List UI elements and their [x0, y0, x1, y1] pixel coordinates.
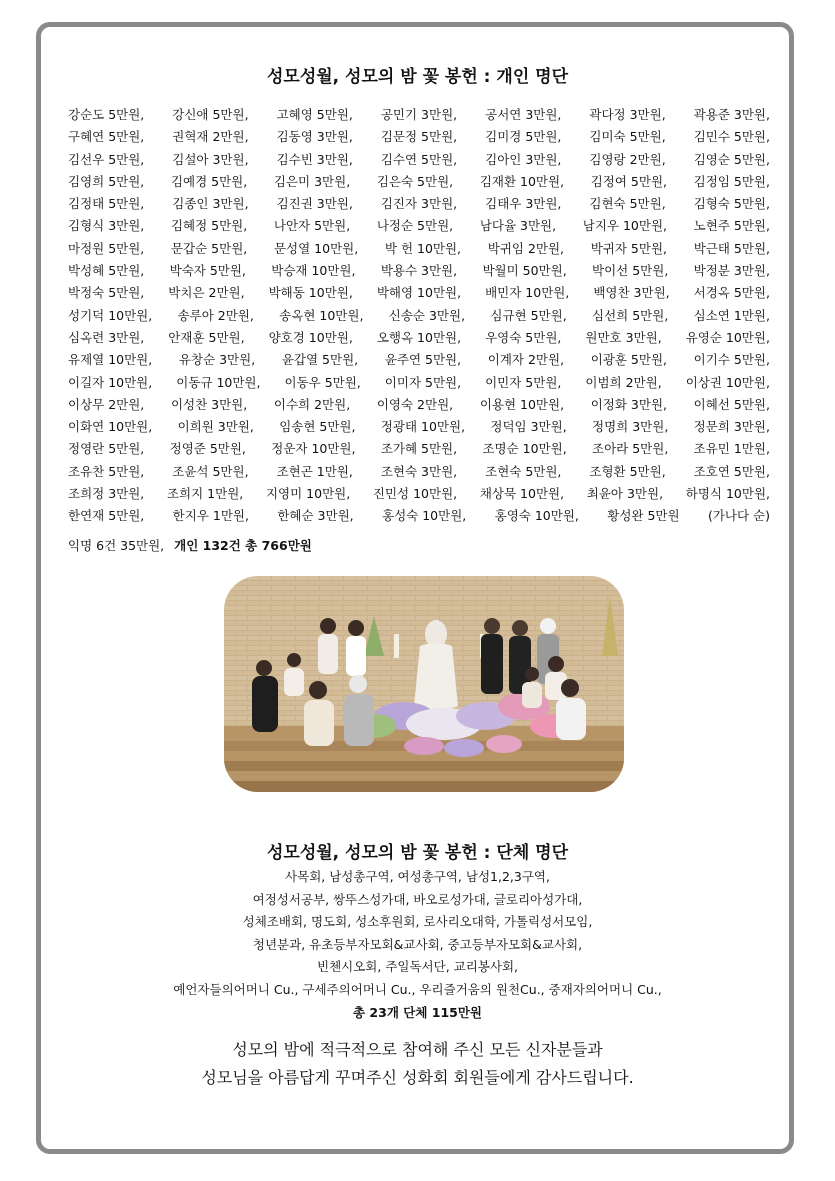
donor-entry: 조희정 3만원, [68, 486, 145, 502]
donor-row [68, 505, 770, 527]
donor-entry: 나안자 5만원, [273, 218, 351, 234]
donor-entry: 문갑순 5만원, [170, 240, 248, 256]
donor-entry: 이동규 10만원, [176, 374, 261, 390]
donor-entry: 이상무 2만원, [68, 396, 145, 412]
donor-entry: 윤주연 5만원, [384, 352, 462, 368]
donor-entry: 서경옥 5만원, [693, 285, 770, 301]
donor-entry: 김수연 5만원, [380, 151, 458, 167]
donor-entry: 김영순 5만원, [693, 151, 770, 167]
donor-entry: 송루아 2만원, [177, 307, 254, 323]
donor-entry: 남다율 3만원, [479, 218, 557, 234]
donor-entry: 정명희 3만원, [592, 419, 669, 435]
donor-entry: 이영숙 2만원, [376, 396, 454, 412]
donor-entry: 남지우 10만원, [582, 218, 667, 234]
donor-entry: 김문정 5만원, [380, 129, 458, 145]
donor-entry: 박해동 10만원, [268, 285, 353, 301]
donor-entry: 하명식 10만원, [685, 486, 770, 502]
donor-row [68, 126, 770, 148]
donor-entry: 박귀자 5만원, [590, 240, 668, 256]
donor-entry: 한지우 1만원, [172, 508, 249, 524]
donor-entry: 김형식 3만원, [68, 218, 145, 234]
donor-entry: 김아인 3만원, [485, 151, 562, 167]
donor-entry: 조현숙 5만원, [485, 463, 562, 479]
donor-entry: 이미자 5만원, [384, 374, 462, 390]
donor-entry: 조가혜 5만원, [380, 441, 458, 457]
donor-entry: 송옥현 10만원, [279, 307, 364, 323]
group-line: 사목회, 남성총구역, 여성총구역, 남성1,2,3구역, [285, 869, 550, 884]
donor-entry: 고혜영 5만원, [276, 107, 353, 122]
thanks-line: 성모의 밤에 적극적으로 참여해 주신 모든 신자분들과 [232, 1040, 603, 1059]
donor-entry: 강순도 5만원, [68, 107, 145, 122]
donor-entry: 박월미 50만원, [482, 263, 567, 279]
donor-entry: 정운자 10만원, [271, 441, 356, 457]
donor-entry: 나정순 5만원, [376, 218, 454, 234]
donor-entry: 조유찬 5만원, [68, 463, 145, 479]
donor-entry: 정덕임 3만원, [490, 419, 567, 435]
donor-row [68, 149, 770, 171]
donor-entry: 이동우 5만원, [284, 374, 361, 390]
donor-entry: 최윤아 3만원, [586, 486, 664, 502]
group-list-title: 성모성월, 성모의 밤 꽃 봉헌 : 단체 명단 [266, 843, 568, 863]
donor-entry: 조유민 1만원, [693, 441, 770, 457]
donor-entry: 김수빈 3만원, [276, 151, 353, 167]
donor-entry: 김재환 10만원, [479, 173, 565, 189]
donor-entry: 박 헌 10만원, [384, 240, 462, 256]
donor-entry: 박숙자 5만원, [169, 263, 246, 279]
donor-entry: 유제열 10만원, [68, 352, 153, 368]
donor-entry: 박근태 5만원, [693, 240, 770, 256]
donor-entry: 마정원 5만원, [68, 240, 145, 256]
donor-row [68, 171, 770, 193]
donor-entry: 정영준 5만원, [169, 441, 246, 457]
donor-entry: 김진권 3만원, [276, 196, 353, 212]
group-total: 총 23개 단체 115만원 [353, 1004, 482, 1020]
donor-entry: 심규현 5만원, [490, 307, 567, 323]
donor-entry: 박귀임 2만원, [487, 240, 565, 256]
donor-row [68, 282, 770, 304]
group-line: 여정성서공부, 쌍뚜스성가대, 바오로성가대, 글로리아성가대, [252, 891, 583, 907]
donor-entry: 노현주 5만원, [693, 218, 770, 234]
donor-entry: 조명순 10만원, [482, 441, 567, 457]
donor-entry: 김은미 3만원, [273, 173, 351, 189]
donor-entry: 임송현 5만원, [279, 419, 356, 435]
donor-entry: 김영희 5만원, [68, 173, 145, 189]
donor-entry: 정광태 10만원, [380, 419, 466, 435]
donor-entry: 권혁재 2만원, [172, 129, 249, 145]
donor-entry: 이범희 2만원, [585, 374, 662, 390]
donor-entry: 김현숙 5만원, [589, 196, 666, 212]
thanks-line: 성모님을 아름답게 꾸며주신 성화회 회원들에게 감사드립니다. [201, 1068, 634, 1087]
group-line: 성체조배회, 명도회, 성소후원회, 로사리오대학, 가톨릭성서모임, [242, 914, 593, 930]
donor-entry: 박용수 3만원, [380, 263, 458, 279]
donor-entry: 진민성 10만원, [372, 486, 458, 502]
donor-entry: 백영찬 3만원, [593, 285, 670, 301]
donor-entry: 구혜연 5만원, [68, 129, 145, 145]
donor-entry: 이수희 2만원, [273, 396, 351, 412]
individual-donor-list [68, 104, 770, 528]
donor-entry: 조아라 5만원, [592, 441, 669, 457]
donor-entry: 정영란 5만원, [68, 441, 145, 457]
donor-entry: 정문희 3만원, [693, 419, 770, 435]
donor-row [68, 394, 770, 416]
donor-entry: 우영숙 5만원, [485, 329, 562, 345]
donor-entry: 지영미 10만원, [265, 486, 351, 502]
donor-entry: 박정분 3만원, [693, 263, 770, 279]
donor-entry: 이민자 5만원, [485, 374, 562, 390]
group-line: 빈첸시오회, 주일독서단, 교리봉사회, [317, 959, 518, 975]
donor-entry: 한연재 5만원, [68, 508, 145, 524]
donor-entry: 공서연 3만원, [485, 107, 562, 122]
donor-entry: 이상권 10만원, [685, 374, 770, 390]
donor-entry: 홍영숙 10만원, [494, 508, 579, 524]
donor-entry: 이광훈 5만원, [590, 352, 667, 368]
donor-entry: 김영랑 2만원, [589, 151, 666, 167]
donor-entry: 채상묵 10만원, [479, 486, 565, 502]
donor-entry: 김민수 5만원, [693, 129, 770, 145]
donor-entry: 박해영 10만원, [376, 285, 462, 301]
donor-entry: 유창순 3만원, [178, 352, 256, 368]
donor-entry: 황성완 5만원 [607, 508, 680, 524]
group-line: 예언자들의어머니 Cu., 구세주의어머니 Cu., 우리즐거움의 원천Cu., 중재자의어머니 Cu., [173, 981, 662, 997]
donor-entry: 김미숙 5만원, [589, 129, 666, 145]
group-donor-list [0, 866, 835, 1024]
donor-entry: 김종인 3만원, [172, 196, 249, 212]
donor-entry: 김은숙 5만원, [376, 173, 454, 189]
donor-entry: 이길자 10만원, [68, 374, 153, 390]
thanks-message [0, 1036, 835, 1092]
donor-entry: 이희원 3만원, [177, 419, 254, 435]
donor-row [68, 260, 770, 282]
donor-entry: 박성혜 5만원, [68, 263, 145, 279]
donor-row [68, 372, 770, 394]
individual-list-title: 성모성월, 성모의 밤 꽃 봉헌 : 개인 명단 [266, 67, 568, 87]
donor-entry: 박승재 10만원, [271, 263, 356, 279]
donor-entry: 유영순 10만원, [685, 329, 770, 345]
anonymous-donations: 익명 6건 35만원, [68, 538, 165, 553]
donor-entry: 공민기 3만원, [380, 107, 458, 122]
donor-entry: 이성찬 3만원, [170, 396, 248, 412]
donor-row [68, 327, 770, 349]
donor-entry: 이계자 2만원, [487, 352, 565, 368]
donor-entry: 조형환 5만원, [589, 463, 666, 479]
donor-row [68, 305, 770, 327]
donor-entry: 심선희 5만원, [592, 307, 669, 323]
donor-entry: 박이선 5만원, [592, 263, 669, 279]
donor-entry: 김예경 5만원, [170, 173, 248, 189]
group-photo-image [224, 576, 624, 792]
donor-entry: 이화연 10만원, [68, 419, 153, 435]
donor-entry: 원만호 3만원, [585, 329, 662, 345]
donor-row [68, 483, 770, 505]
donor-entry: 김진자 3만원, [380, 196, 458, 212]
donor-entry: 이용현 10만원, [479, 396, 565, 412]
donor-entry: 조희지 1만원, [166, 486, 244, 502]
donor-row [68, 215, 770, 237]
donor-entry: 양호경 10만원, [268, 329, 353, 345]
donor-row [68, 416, 770, 438]
donor-entry: 안재훈 5만원, [168, 329, 245, 345]
donor-entry: 김태우 3만원, [485, 196, 562, 212]
donor-entry: 김설아 3만원, [172, 151, 249, 167]
donor-row [68, 349, 770, 371]
individual-summary [68, 536, 312, 554]
donor-entry: 김미경 5만원, [485, 129, 562, 145]
donor-row [68, 461, 770, 483]
donor-entry: (가나다 순) [707, 508, 770, 524]
donor-entry: 이혜선 5만원, [693, 396, 770, 412]
donor-entry: 이기수 5만원, [693, 352, 770, 368]
donor-entry: 배민자 10만원, [485, 285, 570, 301]
donor-row [68, 193, 770, 215]
donor-entry: 김선우 5만원, [68, 151, 145, 167]
donor-entry: 조현숙 3만원, [380, 463, 458, 479]
donor-entry: 박정숙 5만원, [68, 285, 145, 301]
donor-entry: 조현곤 1만원, [276, 463, 353, 479]
group-line: 청년분과, 유초등부자모회&교사회, 중고등부자모회&교사회, [252, 936, 583, 952]
donor-entry: 심소연 1만원, [693, 307, 770, 323]
donor-row [68, 438, 770, 460]
donor-entry: 조호연 5만원, [693, 463, 770, 479]
donor-entry: 홍성숙 10만원, [382, 508, 467, 524]
donor-row [68, 238, 770, 260]
donor-entry: 성기덕 10만원, [68, 307, 153, 323]
donor-entry: 윤갑열 5만원, [281, 352, 359, 368]
donor-entry: 오행옥 10만원, [376, 329, 462, 345]
donor-entry: 한혜순 3만원, [277, 508, 354, 524]
individual-total: 개인 132건 총 766만원 [174, 538, 312, 553]
donor-entry: 곽다정 3만원, [589, 107, 666, 122]
donor-entry: 김정임 5만원, [693, 173, 770, 189]
donor-entry: 박치은 2만원, [168, 285, 245, 301]
donor-entry: 김정여 5만원, [590, 173, 667, 189]
donor-entry: 조윤석 5만원, [172, 463, 249, 479]
donor-entry: 이정화 3만원, [590, 396, 667, 412]
donor-entry: 곽용준 3만원, [693, 107, 770, 122]
donor-entry: 강신애 5만원, [172, 107, 249, 122]
donor-entry: 김형숙 5만원, [693, 196, 770, 212]
group-photo [224, 576, 624, 792]
donor-entry: 심옥련 3만원, [68, 329, 145, 345]
donor-entry: 김정태 5만원, [68, 196, 145, 212]
donor-entry: 김동영 3만원, [276, 129, 353, 145]
donor-entry: 문성열 10만원, [273, 240, 359, 256]
donor-entry: 김혜정 5만원, [170, 218, 248, 234]
donor-row [68, 104, 770, 126]
donor-entry: 신송순 3만원, [388, 307, 466, 323]
